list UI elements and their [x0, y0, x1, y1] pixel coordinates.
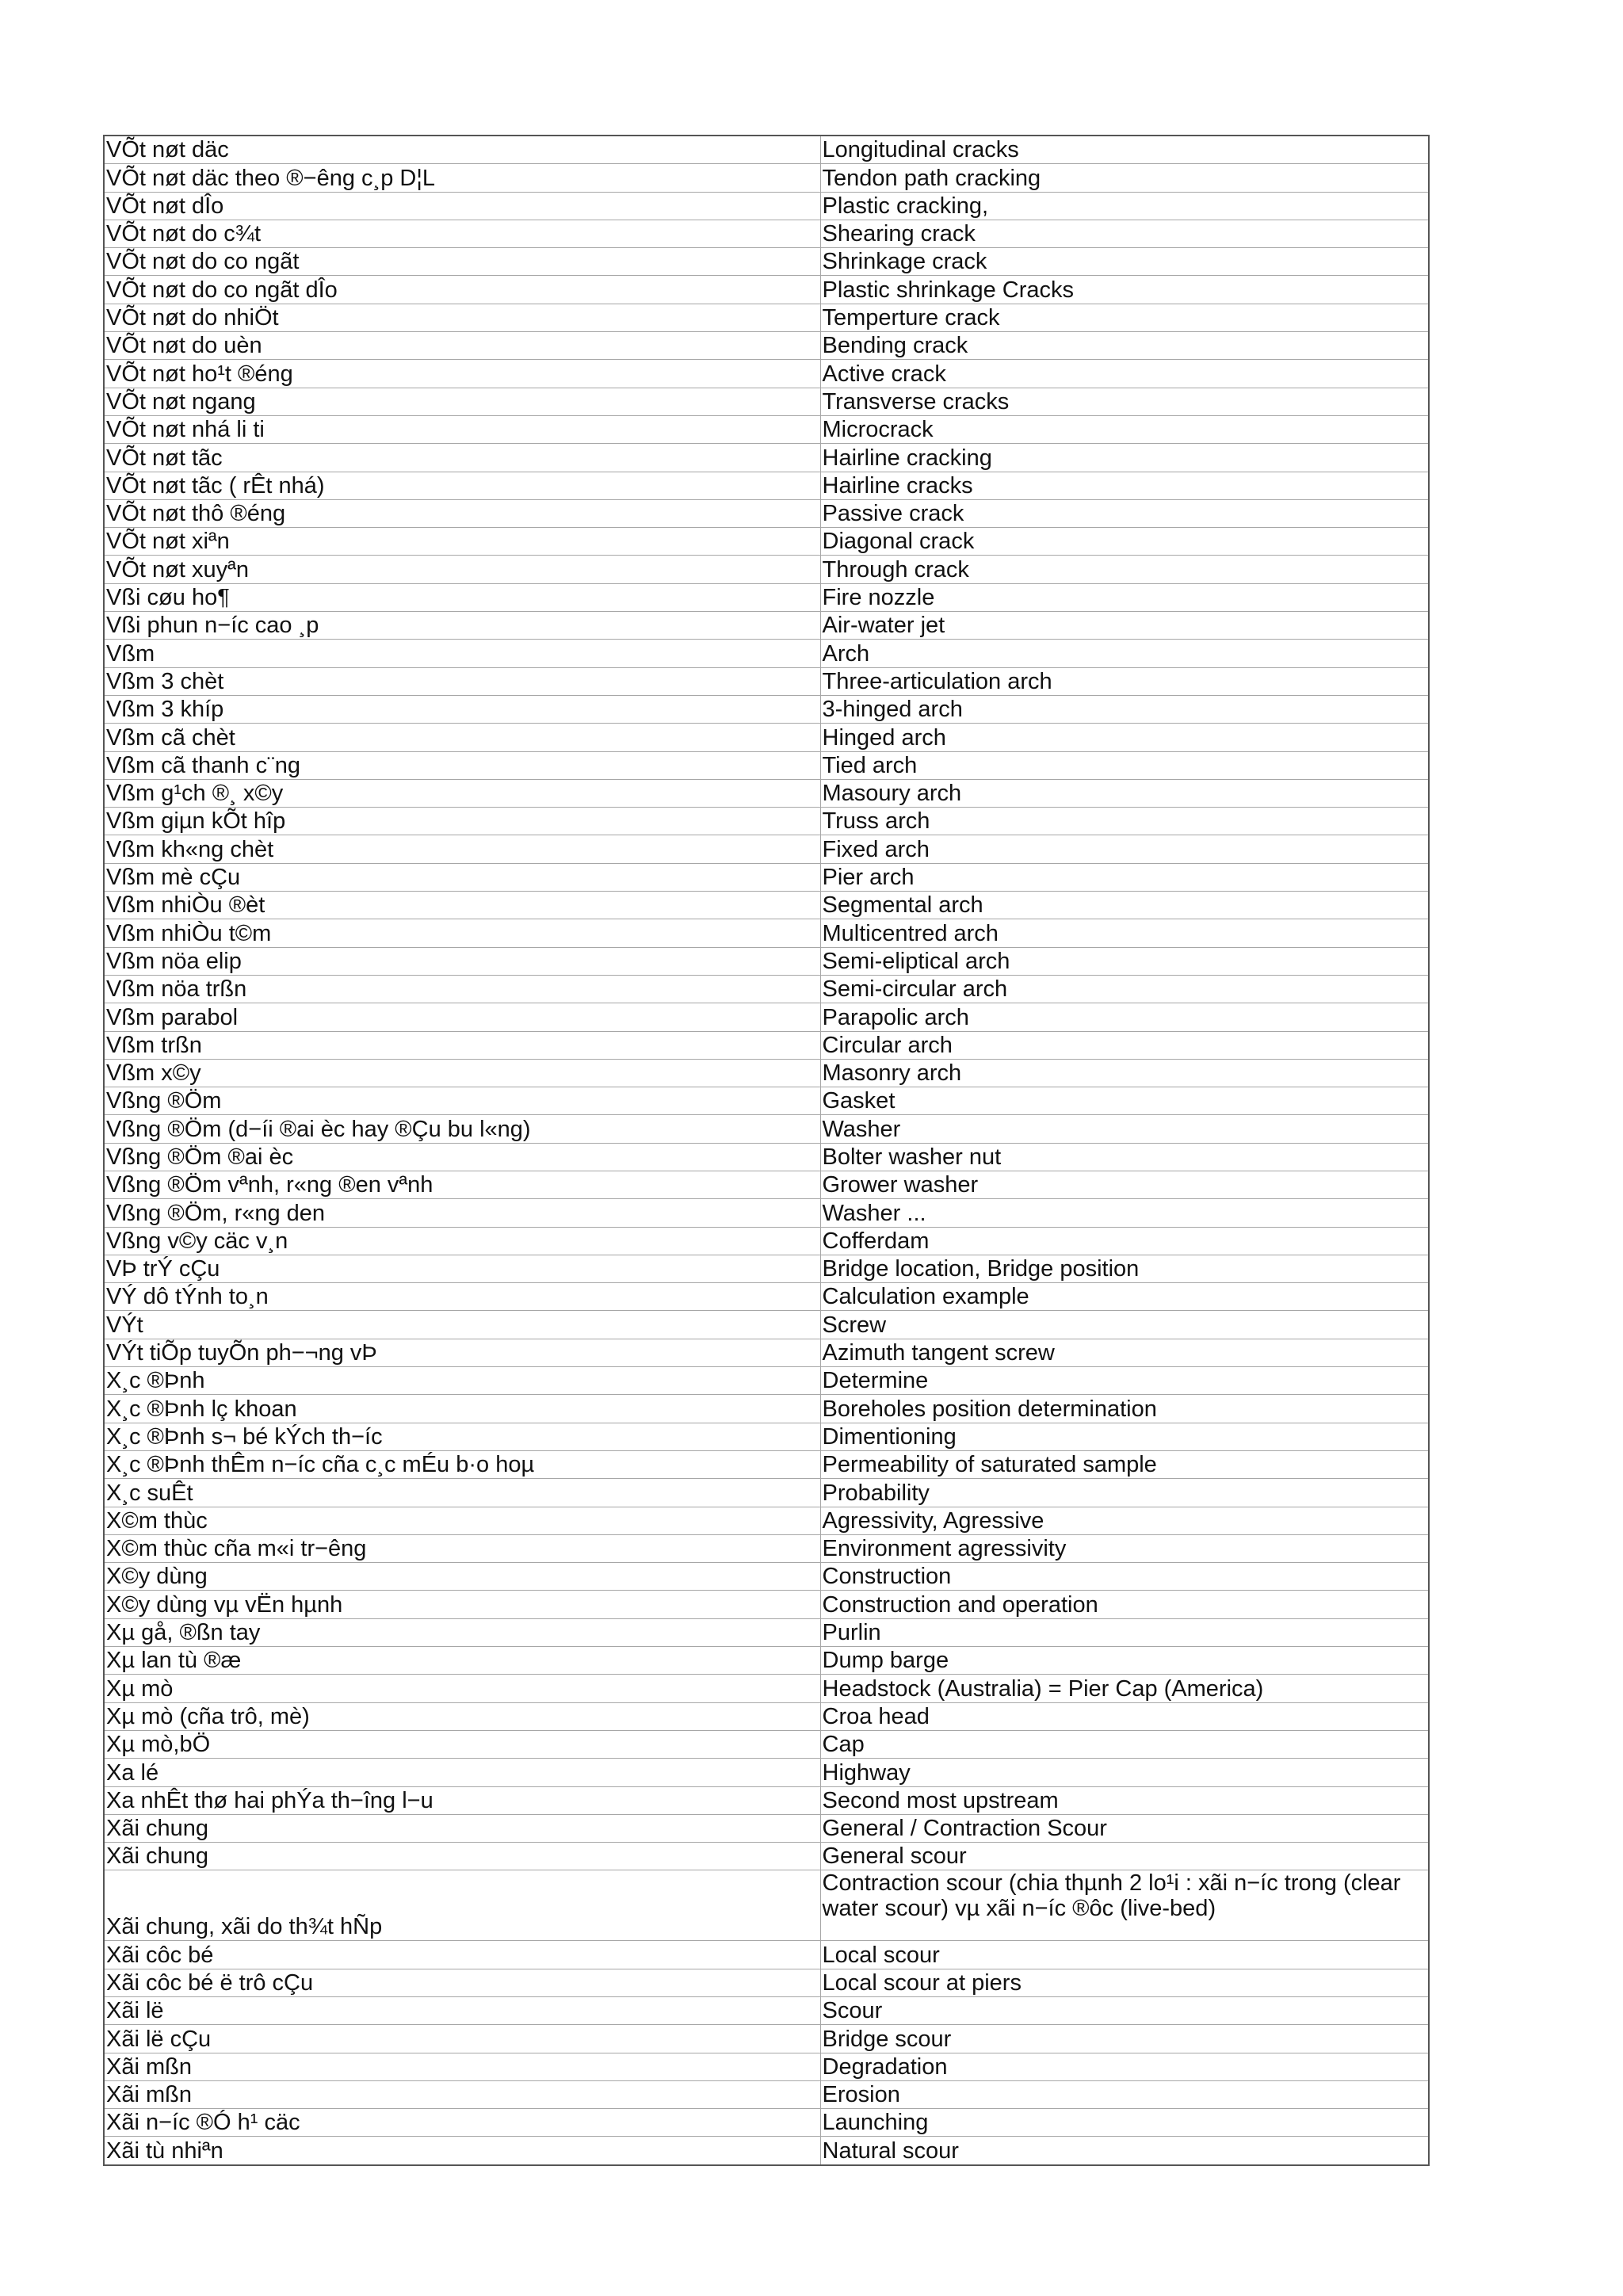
english-term: Calculation example [820, 1283, 1429, 1311]
vietnamese-term: Vßm cã thanh c¨ng [104, 751, 820, 779]
english-term: Circular arch [820, 1031, 1429, 1059]
english-term: Masonry arch [820, 1059, 1429, 1087]
vietnamese-term: X¸c ®Þnh thÊm n−íc cña c¸c mÉu b·o hoµ [104, 1450, 820, 1478]
english-term: Local scour [820, 1941, 1429, 1969]
english-term: Arch [820, 640, 1429, 667]
table-row [104, 1563, 1429, 1591]
english-term: Longitudinal cracks [820, 136, 1429, 164]
vietnamese-term: VÝ dô tÝnh to¸n [104, 1283, 820, 1311]
vietnamese-term: Xa lé [104, 1759, 820, 1786]
table-row [104, 1843, 1429, 1870]
vietnamese-term: Xa nhÊt thø hai phÝa th−îng l−u [104, 1786, 820, 1814]
english-term: Cap [820, 1730, 1429, 1758]
english-term: Agressivity, Agressive [820, 1507, 1429, 1534]
glossary-table [103, 135, 1430, 2166]
english-term: Environment agressivity [820, 1534, 1429, 1562]
vietnamese-term: X©y dùng [104, 1563, 820, 1591]
table-row [104, 528, 1429, 556]
english-term: Through crack [820, 556, 1429, 583]
english-term: Diagonal crack [820, 528, 1429, 556]
english-term: Air-water jet [820, 612, 1429, 640]
vietnamese-term: Vßm trßn [104, 1031, 820, 1059]
table-row [104, 1786, 1429, 1814]
english-term: Construction [820, 1563, 1429, 1591]
table-row [104, 947, 1429, 975]
table-row [104, 1367, 1429, 1395]
table-row [104, 892, 1429, 919]
english-term: Determine [820, 1367, 1429, 1395]
table-row [104, 1283, 1429, 1311]
vietnamese-term: Vßm nöa elip [104, 947, 820, 975]
vietnamese-term: Xãi mßn [104, 2053, 820, 2080]
table-row [104, 1814, 1429, 1842]
english-term: Shearing crack [820, 220, 1429, 247]
vietnamese-term: Vßm nhiÒu t©m [104, 919, 820, 947]
vietnamese-term: Xµ lan tù ®æ [104, 1647, 820, 1675]
vietnamese-term: VÕt nøt däc theo ®−êng c¸p D¦L [104, 164, 820, 192]
table-row [104, 1003, 1429, 1031]
table-row [104, 1647, 1429, 1675]
english-term: Pier arch [820, 863, 1429, 891]
table-row [104, 2053, 1429, 2080]
english-term: Bridge location, Bridge position [820, 1255, 1429, 1282]
vietnamese-term: VÞ trÝ cÇu [104, 1255, 820, 1282]
vietnamese-term: Xµ mò (cña trô, mè) [104, 1702, 820, 1730]
english-term: Plastic shrinkage Cracks [820, 276, 1429, 304]
table-row [104, 975, 1429, 1003]
table-row [104, 751, 1429, 779]
english-term: Natural scour [820, 2137, 1429, 2165]
table-row [104, 192, 1429, 220]
english-term: Croa head [820, 1702, 1429, 1730]
vietnamese-term: Vßm kh«ng chèt [104, 835, 820, 863]
vietnamese-term: Xãi lë cÇu [104, 2025, 820, 2053]
table-row [104, 360, 1429, 388]
vietnamese-term: Vßi phun n−íc cao ¸p [104, 612, 820, 640]
vietnamese-term: X©y dùng vµ vËn hµnh [104, 1591, 820, 1618]
table-row [104, 1507, 1429, 1534]
english-term: Washer [820, 1115, 1429, 1143]
vietnamese-term: Xµ mò [104, 1675, 820, 1702]
table-row [104, 779, 1429, 807]
vietnamese-term: Vßm mè cÇu [104, 863, 820, 891]
english-term: Plastic cracking, [820, 192, 1429, 220]
vietnamese-term: VÕt nøt do uèn [104, 332, 820, 360]
table-row [104, 1087, 1429, 1115]
vietnamese-term: Vßi cøu ho¶ [104, 583, 820, 611]
vietnamese-term: Vßng ®Öm ®ai èc [104, 1143, 820, 1171]
vietnamese-term: VÕt nøt ngang [104, 388, 820, 415]
english-term: Active crack [820, 360, 1429, 388]
vietnamese-term: Xãi chung, xãi do th¾t hÑp [104, 1870, 820, 1941]
table-row [104, 415, 1429, 443]
table-row [104, 583, 1429, 611]
vietnamese-term: Vßng ®Öm [104, 1087, 820, 1115]
vietnamese-term: VÕt nøt xiªn [104, 528, 820, 556]
vietnamese-term: X©m thùc cña m«i tr−êng [104, 1534, 820, 1562]
table-row [104, 2080, 1429, 2108]
table-row [104, 640, 1429, 667]
vietnamese-term: VÕt nøt ho¹t ®éng [104, 360, 820, 388]
english-term: Second most upstream [820, 1786, 1429, 1814]
english-term: Dimentioning [820, 1423, 1429, 1450]
english-term: Headstock (Australia) = Pier Cap (America) [820, 1675, 1429, 1702]
table-row [104, 863, 1429, 891]
english-term: Segmental arch [820, 892, 1429, 919]
table-row [104, 2109, 1429, 2137]
vietnamese-term: Xãi lë [104, 1997, 820, 2025]
vietnamese-term: Xãi n−íc ®Ó h¹ cäc [104, 2109, 820, 2137]
vietnamese-term: VÕt nøt tãc ( rÊt nhá) [104, 472, 820, 499]
vietnamese-term: VÝt tiÕp tuyÕn ph−¬ng vÞ [104, 1339, 820, 1366]
vietnamese-term: X©m thùc [104, 1507, 820, 1534]
english-term: Dump barge [820, 1647, 1429, 1675]
table-row [104, 1479, 1429, 1507]
vietnamese-term: VÕt nøt dÎo [104, 192, 820, 220]
vietnamese-term: X¸c ®Þnh lç khoan [104, 1395, 820, 1423]
table-row [104, 1997, 1429, 2025]
table-row [104, 2025, 1429, 2053]
english-term: Fire nozzle [820, 583, 1429, 611]
table-row [104, 220, 1429, 247]
english-term: Construction and operation [820, 1591, 1429, 1618]
vietnamese-term: Xãi côc bé ë trô cÇu [104, 1969, 820, 1996]
english-term: Cofferdam [820, 1227, 1429, 1255]
table-row [104, 136, 1429, 164]
english-term: Highway [820, 1759, 1429, 1786]
vietnamese-term: Vßm 3 chèt [104, 667, 820, 695]
vietnamese-term: X¸c ®Þnh s¬ bé kÝch th−íc [104, 1423, 820, 1450]
vietnamese-term: Vßm 3 khíp [104, 695, 820, 723]
english-term: Tendon path cracking [820, 164, 1429, 192]
english-term: Tied arch [820, 751, 1429, 779]
table-row [104, 2137, 1429, 2165]
vietnamese-term: VÕt nøt thô ®éng [104, 499, 820, 527]
vietnamese-term: Vßm giµn kÕt hîp [104, 808, 820, 835]
table-row [104, 276, 1429, 304]
english-term: Erosion [820, 2080, 1429, 2108]
table-row [104, 1031, 1429, 1059]
english-term: Masoury arch [820, 779, 1429, 807]
vietnamese-term: Vßng ®Öm, r«ng den [104, 1199, 820, 1227]
english-term: Degradation [820, 2053, 1429, 2080]
table-row [104, 1311, 1429, 1339]
vietnamese-term: Vßng ®Öm vªnh, r«ng ®en vªnh [104, 1171, 820, 1198]
vietnamese-term: Vßm cã chèt [104, 724, 820, 751]
glossary-rows [104, 136, 1429, 2165]
english-term: Purlin [820, 1618, 1429, 1646]
english-term: Local scour at piers [820, 1969, 1429, 1996]
english-term: Permeability of saturated sample [820, 1450, 1429, 1478]
table-row [104, 695, 1429, 723]
english-term: Fixed arch [820, 835, 1429, 863]
english-term: 3-hinged arch [820, 695, 1429, 723]
english-term: Semi-eliptical arch [820, 947, 1429, 975]
table-row [104, 388, 1429, 415]
vietnamese-term: VÕt nøt do co ngãt dÎo [104, 276, 820, 304]
table-row [104, 1870, 1429, 1941]
vietnamese-term: Xãi côc bé [104, 1941, 820, 1969]
table-row [104, 556, 1429, 583]
english-term: Bending crack [820, 332, 1429, 360]
english-term: Hinged arch [820, 724, 1429, 751]
english-term: Screw [820, 1311, 1429, 1339]
vietnamese-term: Vßng ®Öm (d−íi ®ai èc hay ®Çu bu l«ng) [104, 1115, 820, 1143]
english-term: Shrinkage crack [820, 248, 1429, 276]
vietnamese-term: Vßm nhiÒu ®èt [104, 892, 820, 919]
english-term: Contraction scour (chia thµnh 2 lo¹i : xãi n−íc trong (clear water scour) vµ xãi n−íc ®ôc (live-bed) [820, 1870, 1429, 1941]
table-row [104, 1227, 1429, 1255]
table-row [104, 444, 1429, 472]
vietnamese-term: Xµ mò,bÖ [104, 1730, 820, 1758]
table-row [104, 808, 1429, 835]
english-term: General / Contraction Scour [820, 1814, 1429, 1842]
table-row [104, 164, 1429, 192]
vietnamese-term: VÕt nøt nhá li ti [104, 415, 820, 443]
table-row [104, 499, 1429, 527]
table-row [104, 332, 1429, 360]
table-row [104, 1115, 1429, 1143]
english-term: Passive crack [820, 499, 1429, 527]
table-row [104, 919, 1429, 947]
table-row [104, 1675, 1429, 1702]
table-row [104, 1395, 1429, 1423]
table-row [104, 1730, 1429, 1758]
vietnamese-term: Vßm nöa trßn [104, 975, 820, 1003]
table-row [104, 1450, 1429, 1478]
table-row [104, 1423, 1429, 1450]
table-row [104, 667, 1429, 695]
english-term: Washer ... [820, 1199, 1429, 1227]
english-term: Scour [820, 1997, 1429, 2025]
english-term: Multicentred arch [820, 919, 1429, 947]
vietnamese-term: Xãi tù nhiªn [104, 2137, 820, 2165]
vietnamese-term: X¸c ®Þnh [104, 1367, 820, 1395]
glossary-sheet [103, 135, 1428, 2166]
english-term: Probability [820, 1479, 1429, 1507]
english-term: Bolter washer nut [820, 1143, 1429, 1171]
vietnamese-term: Vßm x©y [104, 1059, 820, 1087]
table-row [104, 1199, 1429, 1227]
table-row [104, 1255, 1429, 1282]
english-term: Transverse cracks [820, 388, 1429, 415]
vietnamese-term: Vßm g¹ch ®¸ x©y [104, 779, 820, 807]
english-term: Launching [820, 2109, 1429, 2137]
vietnamese-term: Xãi mßn [104, 2080, 820, 2108]
vietnamese-term: VÕt nøt tãc [104, 444, 820, 472]
english-term: Gasket [820, 1087, 1429, 1115]
table-row [104, 248, 1429, 276]
english-term: Microcrack [820, 415, 1429, 443]
english-term: Hairline cracking [820, 444, 1429, 472]
english-term: General scour [820, 1843, 1429, 1870]
table-row [104, 1702, 1429, 1730]
table-row [104, 1759, 1429, 1786]
english-term: Boreholes position determination [820, 1395, 1429, 1423]
table-row [104, 1618, 1429, 1646]
vietnamese-term: Vßm parabol [104, 1003, 820, 1031]
vietnamese-term: Xãi chung [104, 1814, 820, 1842]
vietnamese-term: VÕt nøt do nhiÖt [104, 304, 820, 331]
table-row [104, 304, 1429, 331]
vietnamese-term: VÝt [104, 1311, 820, 1339]
english-term: Three-articulation arch [820, 667, 1429, 695]
english-term: Grower washer [820, 1171, 1429, 1198]
table-row [104, 835, 1429, 863]
vietnamese-term: Vßm [104, 640, 820, 667]
table-row [104, 612, 1429, 640]
table-row [104, 1969, 1429, 1996]
table-row [104, 1339, 1429, 1366]
table-row [104, 1143, 1429, 1171]
vietnamese-term: X¸c suÊt [104, 1479, 820, 1507]
english-term: Bridge scour [820, 2025, 1429, 2053]
english-term: Azimuth tangent screw [820, 1339, 1429, 1366]
english-term: Parapolic arch [820, 1003, 1429, 1031]
table-row [104, 1059, 1429, 1087]
table-row [104, 1941, 1429, 1969]
vietnamese-term: VÕt nøt däc [104, 136, 820, 164]
vietnamese-term: VÕt nøt xuyªn [104, 556, 820, 583]
vietnamese-term: VÕt nøt do c¾t [104, 220, 820, 247]
vietnamese-term: VÕt nøt do co ngãt [104, 248, 820, 276]
table-row [104, 1171, 1429, 1198]
english-term: Temperture crack [820, 304, 1429, 331]
english-term: Truss arch [820, 808, 1429, 835]
vietnamese-term: Xãi chung [104, 1843, 820, 1870]
table-row [104, 724, 1429, 751]
english-term: Semi-circular arch [820, 975, 1429, 1003]
english-term: Hairline cracks [820, 472, 1429, 499]
vietnamese-term: Vßng v©y cäc v¸n [104, 1227, 820, 1255]
table-row [104, 1591, 1429, 1618]
table-row [104, 472, 1429, 499]
vietnamese-term: Xµ gå, ®ßn tay [104, 1618, 820, 1646]
table-row [104, 1534, 1429, 1562]
